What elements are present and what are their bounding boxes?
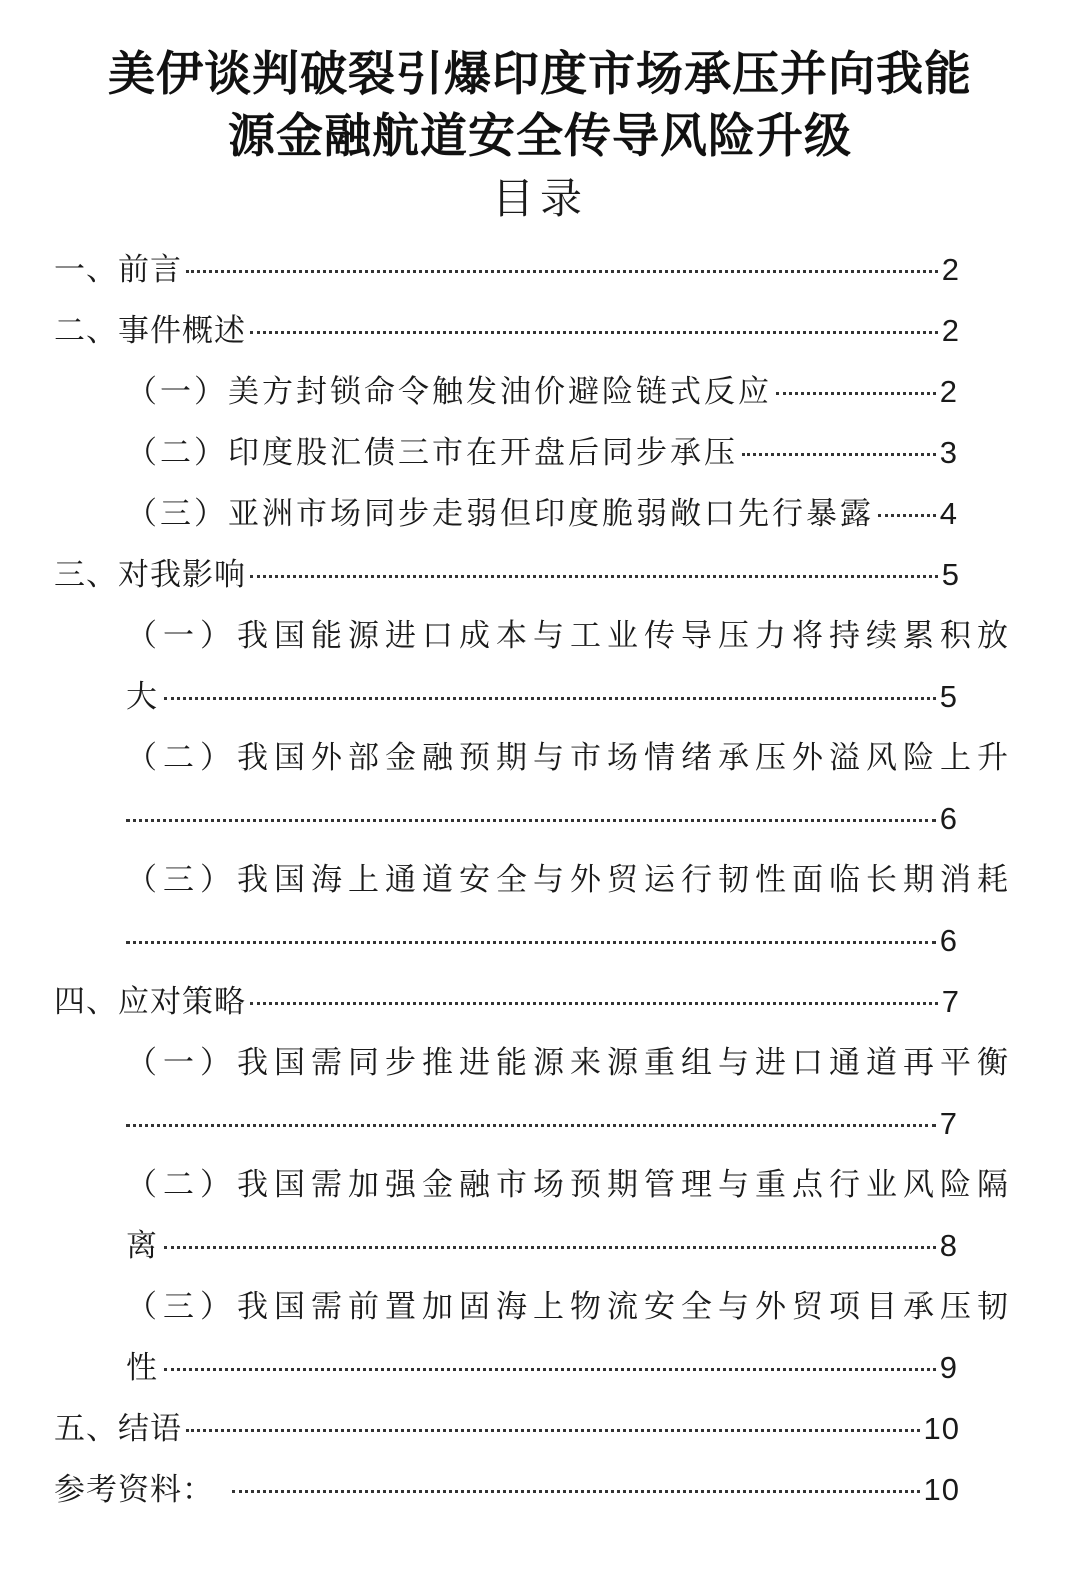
dot-leader: [250, 331, 938, 334]
toc-subentry-2-1[interactable]: [126, 370, 960, 414]
toc-subentry-4-3[interactable]: [126, 1346, 960, 1390]
toc-entry-label: （一）美方封锁命令触发油价避险链式反应: [126, 374, 772, 410]
toc-subentry-4-2[interactable]: [126, 1224, 960, 1268]
toc-subentry-4-1[interactable]: [126, 1102, 960, 1146]
toc-page-number: 5: [941, 557, 960, 592]
toc-page-number: 6: [939, 923, 960, 958]
toc-entry-preface[interactable]: [54, 248, 960, 292]
toc-entry-conclusion[interactable]: [54, 1407, 960, 1451]
document-title-line-1: 美伊谈判破裂引爆印度市场承压并向我能: [108, 47, 972, 102]
document-title-line-2: 源金融航道安全传导风险升级: [228, 109, 852, 164]
toc-subentry-2-3[interactable]: [126, 492, 960, 536]
toc-entry-references[interactable]: [54, 1468, 960, 1512]
toc-subentry-4-2-line-1[interactable]: （二）我国需加强金融市场预期管理与重点行业风险隔: [126, 1167, 1014, 1203]
dot-leader: [164, 1368, 936, 1371]
toc-subentry-3-1-line-1[interactable]: （一）我国能源进口成本与工业传导压力将持续累积放: [126, 618, 1014, 654]
toc-page-number: 8: [939, 1228, 960, 1263]
toc-subentry-3-2-line-1[interactable]: （二）我国外部金融预期与市场情绪承压外溢风险上升: [126, 740, 1014, 776]
toc-entry-event-overview[interactable]: [54, 309, 960, 353]
toc-entry-label: 离: [126, 1228, 160, 1264]
dot-leader: [186, 1429, 920, 1432]
toc-subentry-3-3[interactable]: [126, 919, 960, 963]
toc-page-number: 2: [941, 252, 960, 287]
dot-leader: [878, 514, 936, 517]
toc-entry-label: （二）印度股汇债三市在开盘后同步承压: [126, 435, 738, 471]
toc-page-number: 7: [939, 1106, 960, 1141]
dot-leader: [164, 697, 936, 700]
toc-subentry-3-1[interactable]: [126, 675, 960, 719]
toc-subentry-2-2[interactable]: [126, 431, 960, 475]
toc-entry-label: 四、应对策略: [54, 984, 246, 1020]
toc-subentry-4-1-line-1[interactable]: （一）我国需同步推进能源来源重组与进口通道再平衡: [126, 1045, 1014, 1081]
dot-leader: [776, 392, 936, 395]
toc-page-number: 10: [923, 1411, 960, 1446]
toc-page-number: 4: [939, 496, 960, 531]
dot-leader: [742, 453, 936, 456]
toc-page-number: 10: [923, 1472, 960, 1507]
toc-entry-impact[interactable]: [54, 553, 960, 597]
dot-leader: [232, 1490, 920, 1493]
toc-page-number: 2: [939, 374, 960, 409]
toc-entry-label: 三、对我影响: [54, 557, 246, 593]
toc-entry-label: 一、前言: [54, 252, 182, 288]
toc-entry-label: 性: [126, 1350, 160, 1386]
toc-page-number: 7: [941, 984, 960, 1019]
dot-leader: [126, 819, 936, 822]
toc-entry-label: 二、事件概述: [54, 313, 246, 349]
toc-page-number: 2: [941, 313, 960, 348]
toc-subentry-3-3-line-1[interactable]: （三）我国海上通道安全与外贸运行韧性面临长期消耗: [126, 862, 1014, 898]
toc-entry-label: 五、结语: [54, 1411, 182, 1447]
toc-subentry-3-2[interactable]: [126, 797, 960, 841]
toc-entry-countermeasures[interactable]: [54, 980, 960, 1024]
toc-page-number: 3: [939, 435, 960, 470]
toc-subentry-4-3-line-1[interactable]: （三）我国需前置加固海上物流安全与外贸项目承压韧: [126, 1289, 1014, 1325]
dot-leader: [126, 941, 936, 944]
toc-entry-label: 大: [126, 679, 160, 715]
dot-leader: [164, 1246, 936, 1249]
toc-entry-label: 参考资料：: [54, 1472, 214, 1508]
toc-page-number: 5: [939, 679, 960, 714]
dot-leader: [186, 270, 938, 273]
toc-entry-label: （三）亚洲市场同步走弱但印度脆弱敞口先行暴露: [126, 496, 874, 532]
dot-leader: [126, 1124, 936, 1127]
toc-heading: 目录: [491, 174, 588, 223]
toc-page-number: 9: [939, 1350, 960, 1385]
toc-page-number: 6: [939, 801, 960, 836]
dot-leader: [250, 575, 938, 578]
dot-leader: [250, 1002, 938, 1005]
